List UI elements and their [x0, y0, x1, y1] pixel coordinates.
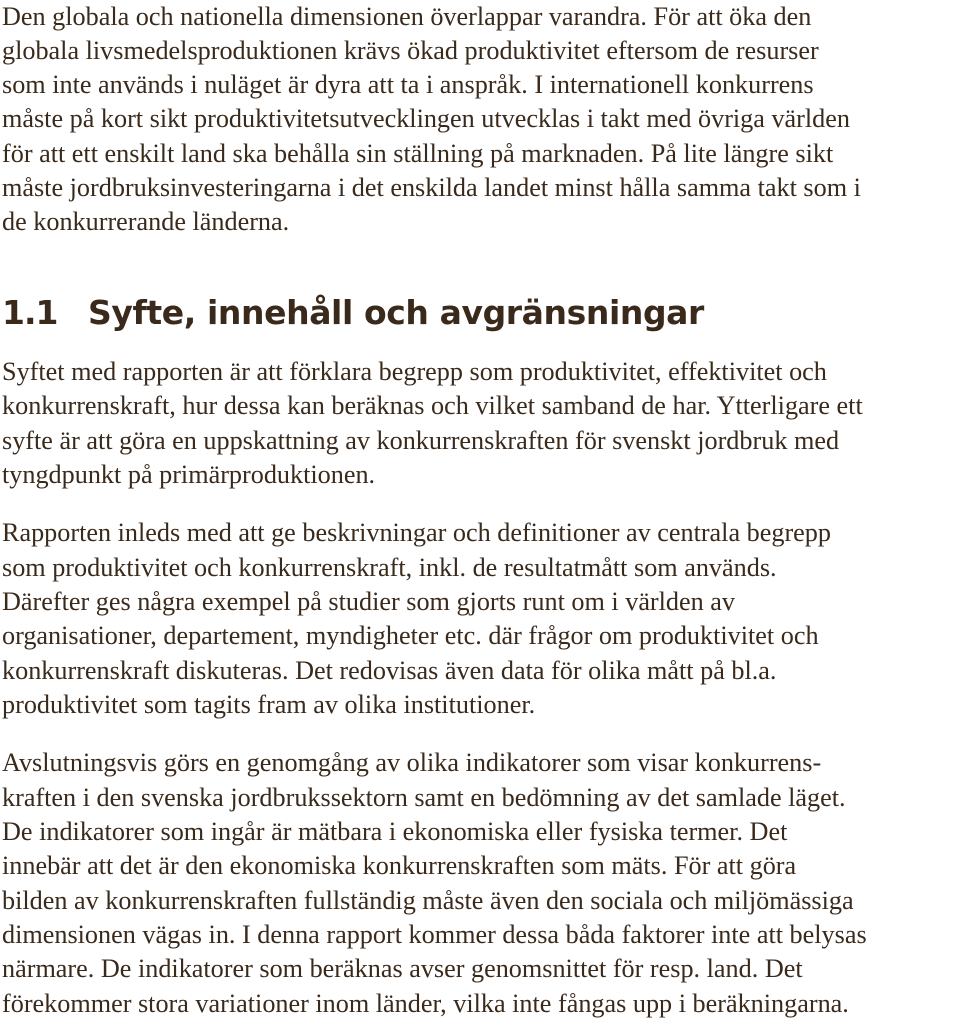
- text-line: innebär att det är den ekonomiska konkurrenskraften som mäts. För att göra: [2, 851, 797, 880]
- text-line: syfte är att göra en uppskattning av konkurrenskraften för svenskt jordbruk med: [2, 426, 840, 455]
- text-line: måste jordbruksinvesteringarna i det enskilda landet minst hålla samma takt som i: [2, 173, 861, 202]
- text-line: förekommer stora variationer inom länder, vilka inte fångas upp i beräkningarna.: [2, 989, 849, 1018]
- text-line: närmare. De indikatorer som beräknas avser genomsnittet för resp. land. Det: [2, 954, 803, 983]
- text-line: Avslutningsvis görs en genomgång av olika indikatorer som visar konkurrens-: [2, 748, 822, 777]
- text-line: Därefter ges några exempel på studier som gjorts runt om i världen av: [2, 587, 736, 616]
- text-line: Den globala och nationella dimensionen överlappar varandra. För att öka den: [2, 2, 812, 31]
- text-line: som inte används i nuläget är dyra att ta i anspråk. I internationell konkurrens: [2, 70, 814, 99]
- text-line: måste på kort sikt produktivitetsutvecklingen utvecklas i takt med övriga världen: [2, 104, 850, 133]
- section-heading: [2, 288, 704, 338]
- text-line: Syftet med rapporten är att förklara begrepp som produktivitet, effektivitet och: [2, 357, 827, 386]
- text-line: som produktivitet och konkurrenskraft, inkl. de resultatmått som används.: [2, 553, 777, 582]
- section-number: 1.1: [2, 293, 58, 332]
- text-line: De indikatorer som ingår är mätbara i ekonomiska eller fysiska termer. Det: [2, 817, 788, 846]
- text-line: produktivitet som tagits fram av olika institutioner.: [2, 690, 536, 719]
- text-line: bilden av konkurrenskraften fullständig måste även den sociala och miljömässiga: [2, 886, 854, 915]
- text-line: de konkurrerande länderna.: [2, 207, 290, 236]
- text-line: dimensionen vägas in. I denna rapport kommer dessa båda faktorer inte att belysas: [2, 920, 867, 949]
- text-line: kraften i den svenska jordbrukssektorn samt en bedömning av det samlade läget.: [2, 783, 846, 812]
- text-line: globala livsmedelsproduktionen krävs ökad produktivitet eftersom de resurser: [2, 36, 819, 65]
- text-line: konkurrenskraft diskuteras. Det redovisas även data för olika mått på bl.a.: [2, 656, 777, 685]
- text-line: Rapporten inleds med att ge beskrivningar och definitioner av centrala begrepp: [2, 518, 831, 547]
- text-line: för att ett enskilt land ska behålla sin ställning på marknaden. På lite längre sikt: [2, 139, 834, 168]
- text-line: tyngdpunkt på primärproduktionen.: [2, 460, 376, 489]
- section-title: Syfte, innehåll och avgränsningar: [88, 293, 704, 332]
- text-line: organisationer, departement, myndigheter etc. där frågor om produktivitet och: [2, 621, 819, 650]
- text-line: konkurrenskraft, hur dessa kan beräknas och vilket samband de har. Ytterligare ett: [2, 391, 863, 420]
